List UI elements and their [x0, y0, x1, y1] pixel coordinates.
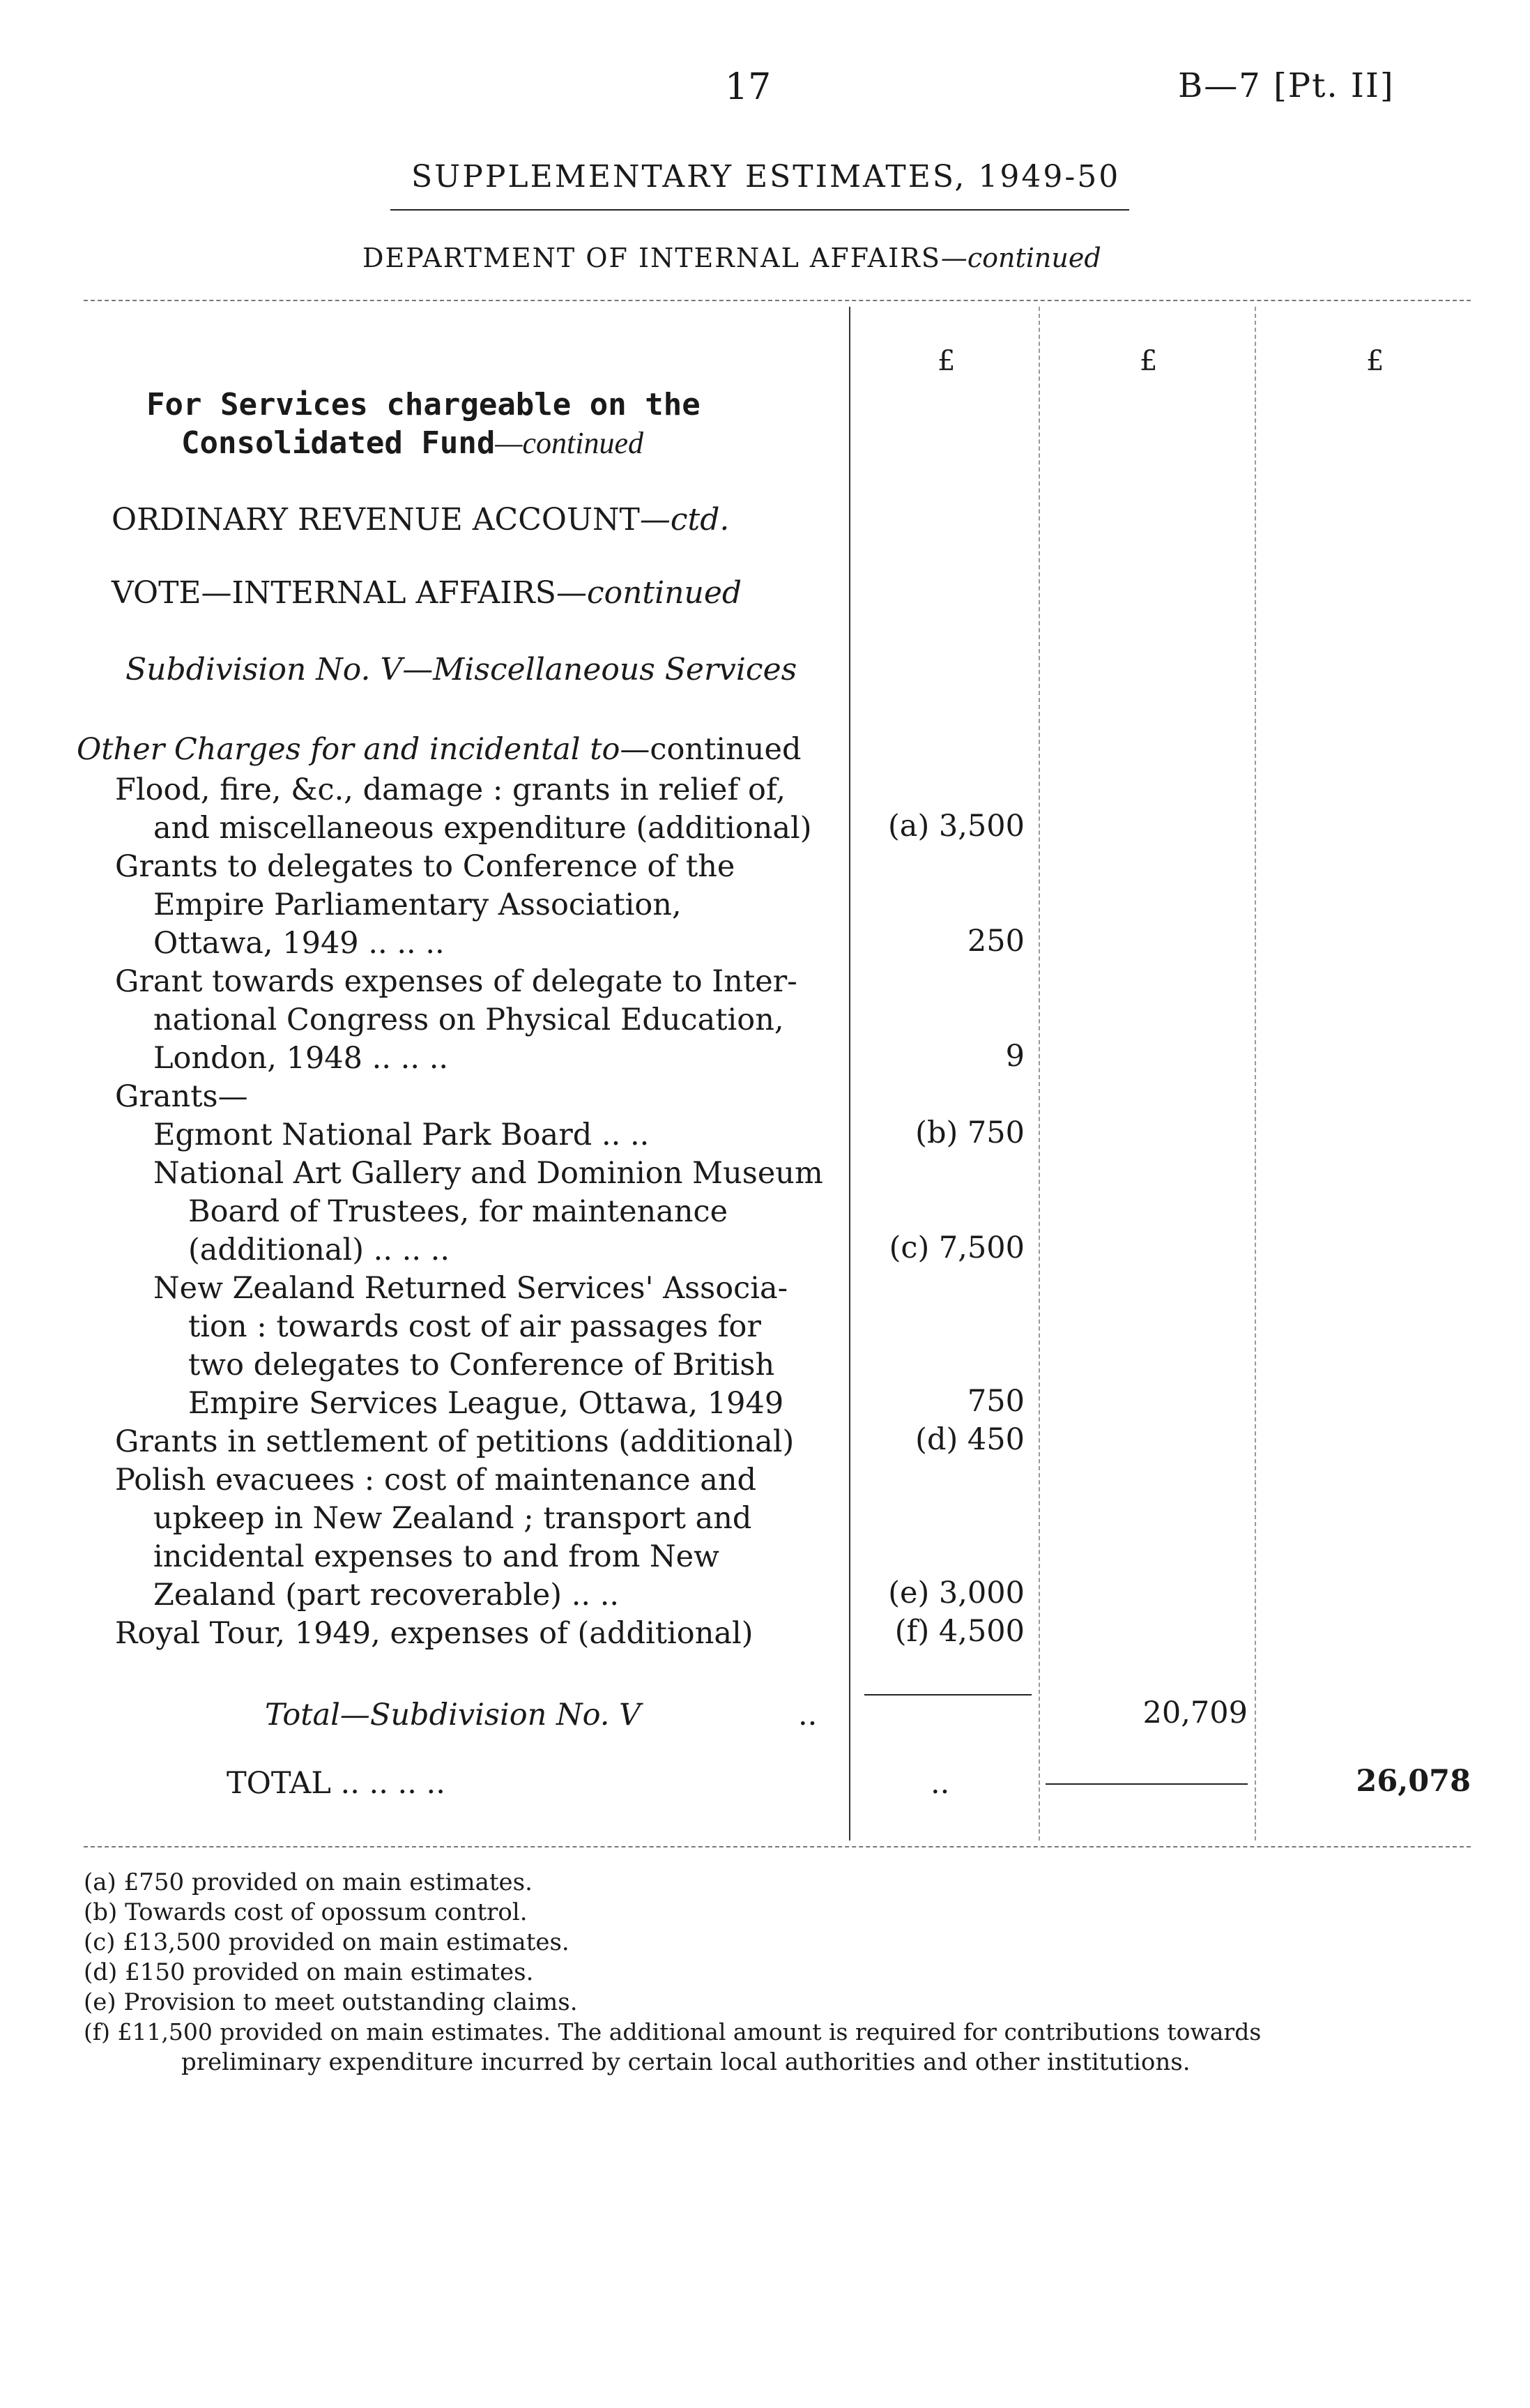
page-number: 17	[725, 66, 772, 108]
other-charges-suffix: —continued	[620, 732, 802, 767]
item-line: tion : towards cost of air passages for	[188, 1309, 761, 1344]
department-suffix: —continued	[940, 243, 1101, 273]
services-heading-line1: For Services chargeable on the	[146, 387, 701, 422]
subdivision-heading-text: Subdivision No. V—Miscellaneous Services	[125, 652, 797, 687]
column-divider-2	[1039, 307, 1040, 1841]
table-top-rule	[84, 300, 1471, 301]
account-heading-text: ORDINARY REVENUE ACCOUNT	[112, 502, 640, 538]
services-heading-suffix: —continued	[495, 426, 643, 460]
other-charges-text: Other Charges for and incidental to	[77, 732, 620, 767]
item-line: Ottawa, 1949 .. .. ..	[153, 926, 445, 961]
item-line: Royal Tour, 1949, expenses of (additional)	[115, 1616, 753, 1651]
item-line: New Zealand Returned Services' Associa-	[153, 1271, 788, 1306]
account-heading-suffix: —ctd.	[639, 502, 730, 538]
item-line: Empire Parliamentary Association,	[153, 887, 682, 922]
vote-heading	[112, 575, 742, 611]
department-title	[362, 243, 1101, 273]
footnote: (a) £750 provided on main estimates.	[84, 1868, 533, 1896]
item-line: (additional) .. .. ..	[188, 1233, 450, 1267]
page-code: B—7 [Pt. II]	[1178, 66, 1395, 105]
vote-heading-suffix: —continued	[556, 575, 742, 611]
item-line: Empire Services League, Ottawa, 1949	[188, 1386, 784, 1421]
footnote: (f) £11,500 provided on main estimates. The additional amount is required for contributions towards	[84, 2018, 1262, 2045]
amount-royal-tour: (f) 4,500	[894, 1614, 1025, 1649]
column-divider-1	[849, 307, 850, 1841]
item-line: National Art Gallery and Dominion Museum	[153, 1156, 823, 1191]
footnote-continuation: preliminary expenditure incurred by certain local authorities and other institutions.	[181, 2048, 1191, 2076]
table-bottom-rule	[84, 1846, 1471, 1847]
item-line: Egmont National Park Board .. ..	[153, 1118, 650, 1152]
subtotal-dots: ..	[798, 1698, 818, 1732]
item-line: incidental expenses to and from New	[153, 1539, 719, 1574]
item-line: upkeep in New Zealand ; transport and	[153, 1501, 752, 1536]
other-charges-heading	[77, 732, 801, 767]
subdivision-heading	[125, 652, 797, 687]
total-dots: ..	[931, 1766, 950, 1801]
page-title: SUPPLEMENTARY ESTIMATES, 1949-50	[411, 159, 1121, 195]
item-line: Grants to delegates to Conference of the	[115, 849, 735, 884]
amount-rsa: 750	[967, 1384, 1025, 1419]
column-head-3: £	[1366, 345, 1384, 377]
item-line: and miscellaneous expenditure (additional)	[153, 811, 812, 846]
subtotal-label	[265, 1695, 641, 1735]
column-head-1: £	[938, 345, 956, 377]
footnote: (c) £13,500 provided on main estimates.	[84, 1928, 569, 1956]
amount-empire-parliamentary: 250	[967, 924, 1025, 959]
vote-heading-text: VOTE—INTERNAL AFFAIRS	[112, 575, 556, 611]
item-line: Grants in settlement of petitions (additional)	[115, 1424, 795, 1459]
footnote: (d) £150 provided on main estimates.	[84, 1958, 534, 1986]
amount-petitions: (d) 450	[915, 1422, 1025, 1457]
total-value: 26,078	[1356, 1764, 1471, 1799]
services-heading-line2	[181, 425, 643, 461]
footnote: (e) Provision to meet outstanding claims.	[84, 1988, 578, 2016]
item-line: Board of Trustees, for maintenance	[188, 1194, 728, 1229]
item-line: Grant towards expenses of delegate to Inter-	[115, 964, 797, 999]
footnote: (b) Towards cost of opossum control.	[84, 1898, 528, 1926]
column-head-2: £	[1140, 345, 1158, 377]
item-line: national Congress on Physical Education,	[153, 1003, 784, 1037]
item-line: Zealand (part recoverable) .. ..	[153, 1578, 620, 1613]
amount-polish-evacuees: (e) 3,000	[888, 1576, 1025, 1610]
item-line: Polish evacuees : cost of maintenance and	[115, 1463, 757, 1498]
amount-egmont-park: (b) 750	[915, 1115, 1025, 1150]
account-heading	[112, 502, 729, 538]
department-name: DEPARTMENT OF INTERNAL AFFAIRS	[362, 243, 941, 273]
item-line: Grants—	[115, 1079, 248, 1114]
total-label: TOTAL .. .. .. ..	[227, 1766, 445, 1801]
column-divider-3	[1255, 307, 1256, 1841]
item-line: London, 1948 .. .. ..	[153, 1041, 449, 1076]
subtotal-rule	[864, 1694, 1032, 1695]
item-line: two delegates to Conference of British	[188, 1348, 775, 1382]
services-heading-fund: Consolidated Fund	[181, 425, 496, 461]
amount-physical-education: 9	[1005, 1039, 1025, 1074]
item-line: Flood, fire, &c., damage : grants in relief of,	[115, 772, 786, 807]
subtotal-label-text: Total—Subdivision No. V	[265, 1698, 641, 1732]
total-rule	[1046, 1783, 1248, 1785]
amount-art-gallery: (c) 7,500	[889, 1230, 1025, 1265]
title-rule	[390, 209, 1129, 211]
subtotal-value: 20,709	[1142, 1695, 1248, 1730]
amount-flood-damage: (a) 3,500	[888, 809, 1025, 844]
